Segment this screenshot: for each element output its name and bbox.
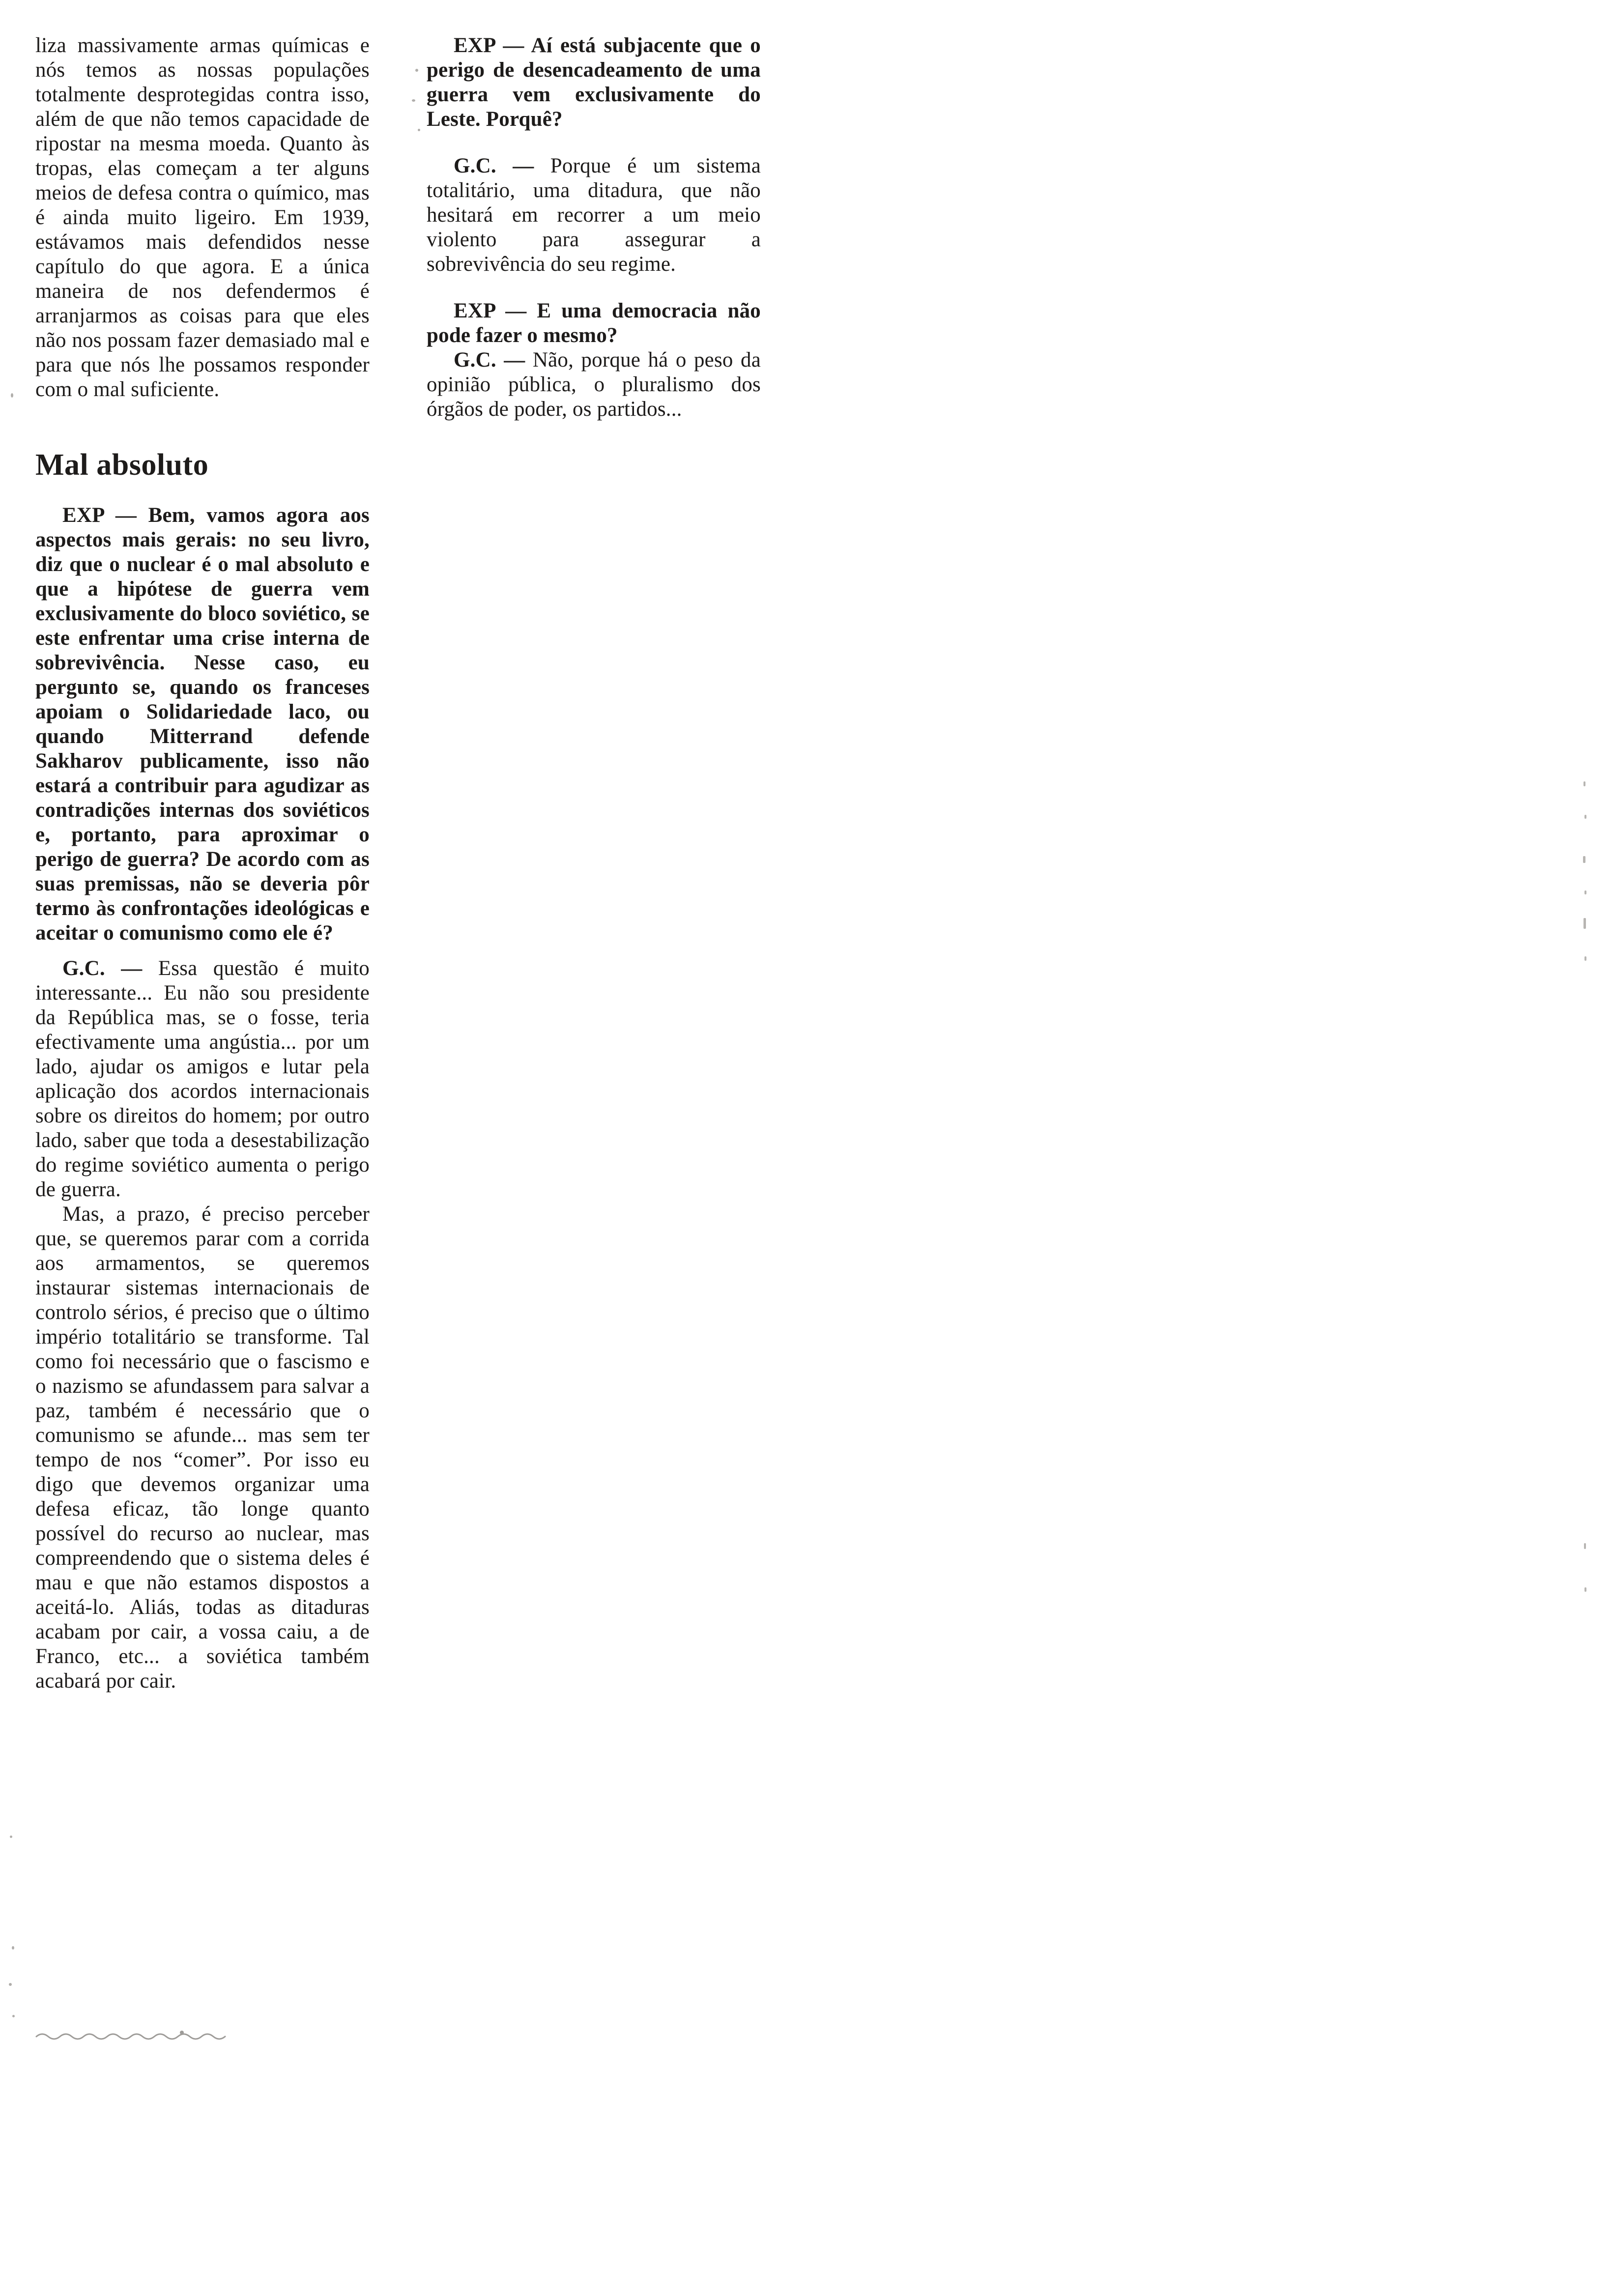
answer-text: Porque é um sistema totalitário, uma ditadura, que não hesitará em recorrer a um meio violento para assegurar a sobrevivência do seu regime. [427,154,761,276]
answer-text: Essa questão é muito interessante... Eu não sou presidente da República mas, se o fosse, teria efectivamente uma angústia... por um lado, ajudar os amigos e lutar pela aplicação dos acordos internacionais sobre os direitos do homem; por outro lado, saber que toda a desestabilização do regime soviético aumenta o perigo de guerra. [35,957,370,1201]
article-column-left [35,33,370,1693]
scan-artifact [1584,956,1586,961]
interview-question: EXP — Bem, vamos agora aos aspectos mais gerais: no seu livro, diz que o nuclear é o mal absoluto e que a hipótese de guerra vem exclusivamente do bloco soviético, se este enfrentar uma crise interna de sobrevivência. Nesse caso, eu pergunto se, quando os franceses apoiam o Solidariedade laco, ou quando Mitterrand defende Sakharov publicamente, isso não estará a contribuir para agudizar as contradições internas dos soviéticos e, portanto, para aproximar o perigo de guerra? De acordo com as suas premissas, não se deveria pôr termo às confrontações ideológicas e aceitar o comunismo como ele é? [35,504,370,945]
interview-answer [35,956,370,1202]
scan-artifact-squiggle [34,2029,241,2041]
interview-answer [427,348,761,422]
scan-artifact [1584,1543,1586,1549]
interview-answer [427,154,761,277]
scan-artifact [12,1946,14,1950]
scan-artifact [412,99,415,102]
interview-question: EXP — E uma democracia não pode fazer o mesmo? [427,299,761,347]
scan-artifact [1584,1587,1586,1592]
scan-artifact [9,1983,12,1986]
scan-artifact [415,69,418,72]
section-heading: Mal absoluto [35,448,209,482]
scan-artifact [10,1836,12,1838]
speaker-label: G.C. — [454,348,525,372]
speaker-label: G.C. — [62,957,143,980]
paragraph-continuation: liza massivamente armas químicas e nós temos as nossas populações totalmente desprotegidas contra isso, além de que não temos capacidade de ripostar na mesma moeda. Quanto às tropas, elas começam a ter alguns meios de defesa contra o químico, mas é ainda muito ligeiro. Em 1939, estávamos mais defendidos nesse capítulo do que agora. E a única maneira de nos defendermos é arranjarmos as coisas para que eles não nos possam fazer demasiado mal e para que nós lhe possamos responder com o mal suficiente. [35,34,370,401]
interview-answer: Mas, a prazo, é preciso perceber que, se queremos parar com a corrida aos armamentos, se queremos instaurar sistemas internacionais de controlo sérios, é preciso que o último império totalitário se transforme. Tal como foi necessário que o fascismo e o nazismo se afundassem para salvar a paz, também é necessário que o comunismo se afunde... mas sem ter tempo de nos “comer”. Por isso eu digo que devemos organizar uma defesa eficaz, tão longe quanto possível do recurso ao nuclear, mas compreendendo que o sistema deles é mau e que não estamos dispostos a aceitá-lo. Aliás, todas as ditaduras acabam por cair, a vossa caiu, a de Franco, etc... a soviética também acabará por cair. [35,1203,370,1693]
scan-artifact [12,2015,15,2017]
speaker-label: G.C. — [454,154,534,177]
article-column-right [427,33,761,422]
interview-question: EXP — Aí está subjacente que o perigo de desencadeamento de uma guerra vem exclusivamente do Leste. Porquê? [427,34,761,131]
scan-artifact [1583,781,1585,786]
scan-artifact [1583,918,1586,929]
scan-artifact [1584,890,1586,894]
scan-artifact [1584,815,1586,819]
scan-artifact [11,393,13,398]
scan-artifact [418,129,420,131]
scan-artifact [1583,856,1585,863]
answer-text: Não, porque há o peso da opinião pública, o pluralismo dos órgãos de poder, os partidos... [427,348,761,421]
